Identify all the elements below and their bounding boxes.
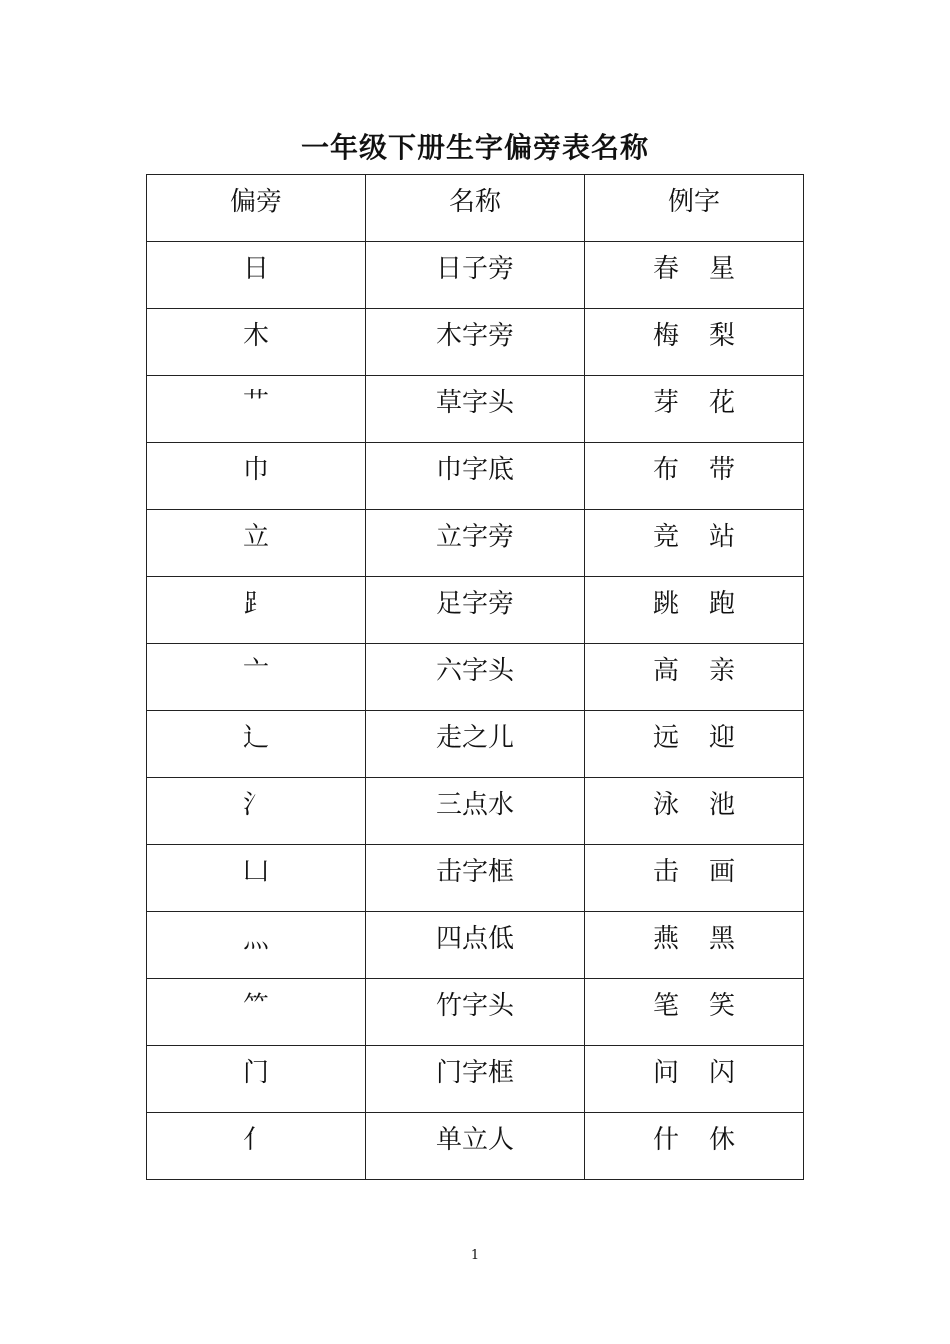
example-characters-cell <box>585 577 804 644</box>
example-characters-cell <box>585 711 804 778</box>
table-row <box>147 1113 804 1180</box>
radical-name-cell: 草字头 <box>366 376 585 443</box>
example-character: 画 <box>708 857 735 887</box>
table-row <box>147 644 804 711</box>
example-characters-cell <box>585 778 804 845</box>
table-row <box>147 443 804 510</box>
header-name: 名称 <box>366 175 585 242</box>
example-character: 跳 <box>652 589 679 619</box>
table-row <box>147 510 804 577</box>
example-characters-cell <box>585 644 804 711</box>
table-row <box>147 979 804 1046</box>
example-character: 站 <box>708 522 735 552</box>
example-character: 春 <box>652 254 679 284</box>
example-characters-cell <box>585 1113 804 1180</box>
radical-name-cell: 六字头 <box>366 644 585 711</box>
example-character: 问 <box>652 1058 679 1088</box>
example-characters-cell <box>585 376 804 443</box>
example-character: 带 <box>708 455 735 485</box>
example-character: 高 <box>652 656 679 686</box>
radical-cell: 日 <box>147 242 366 309</box>
radical-cell: 凵 <box>147 845 366 912</box>
example-characters-cell <box>585 1046 804 1113</box>
example-character: 芽 <box>652 388 679 418</box>
radical-name-cell: 击字框 <box>366 845 585 912</box>
table-row <box>147 577 804 644</box>
radical-name-cell: 日子旁 <box>366 242 585 309</box>
example-character: 布 <box>652 455 679 485</box>
example-character: 泳 <box>652 790 679 820</box>
radical-name-cell: 竹字头 <box>366 979 585 1046</box>
example-character: 星 <box>708 254 735 284</box>
example-character: 黑 <box>708 924 735 954</box>
radical-name-cell: 走之儿 <box>366 711 585 778</box>
example-character: 休 <box>708 1125 735 1155</box>
example-characters-cell <box>585 510 804 577</box>
table-row <box>147 1046 804 1113</box>
example-character: 笔 <box>652 991 679 1021</box>
example-character: 迎 <box>708 723 735 753</box>
example-character: 闪 <box>708 1058 735 1088</box>
radical-cell: 亻 <box>147 1113 366 1180</box>
example-character: 竞 <box>652 522 679 552</box>
example-character: 笑 <box>708 991 735 1021</box>
radical-name-cell: 足字旁 <box>366 577 585 644</box>
radical-name-cell: 门字框 <box>366 1046 585 1113</box>
radical-cell: 艹 <box>147 376 366 443</box>
table-row <box>147 242 804 309</box>
example-characters-cell <box>585 979 804 1046</box>
table-row <box>147 912 804 979</box>
radical-cell: 灬 <box>147 912 366 979</box>
table-header-row <box>147 175 804 242</box>
example-character: 跑 <box>708 589 735 619</box>
example-character: 梅 <box>652 321 679 351</box>
table-row <box>147 845 804 912</box>
example-characters-cell <box>585 309 804 376</box>
example-character: 击 <box>652 857 679 887</box>
radical-cell: 门 <box>147 1046 366 1113</box>
table-row <box>147 376 804 443</box>
radical-name-cell: 木字旁 <box>366 309 585 376</box>
radical-name-cell: 立字旁 <box>366 510 585 577</box>
example-character: 花 <box>708 388 735 418</box>
example-characters-cell <box>585 845 804 912</box>
radical-name-cell: 单立人 <box>366 1113 585 1180</box>
radical-cell: 辶 <box>147 711 366 778</box>
example-character: 燕 <box>652 924 679 954</box>
radical-cell: ⻊ <box>147 577 366 644</box>
radical-cell: 氵 <box>147 778 366 845</box>
radical-name-cell: 三点水 <box>366 778 585 845</box>
example-characters-cell <box>585 443 804 510</box>
example-character: 亲 <box>708 656 735 686</box>
table-row <box>147 778 804 845</box>
example-characters-cell <box>585 242 804 309</box>
radical-name-cell: 四点低 <box>366 912 585 979</box>
header-examples: 例字 <box>585 175 804 242</box>
header-radical: 偏旁 <box>147 175 366 242</box>
radical-cell: 木 <box>147 309 366 376</box>
radical-cell: ⺮ <box>147 979 366 1046</box>
table-body <box>147 242 804 1180</box>
page-title: 一年级下册生字偏旁表名称 <box>300 131 649 164</box>
radical-cell: 立 <box>147 510 366 577</box>
page-number: 1 <box>470 1248 480 1263</box>
example-characters-cell <box>585 912 804 979</box>
radical-cell: 巾 <box>147 443 366 510</box>
example-character: 池 <box>708 790 735 820</box>
radical-cell: 亠 <box>147 644 366 711</box>
table-row <box>147 711 804 778</box>
example-character: 远 <box>652 723 679 753</box>
radical-name-cell: 巾字底 <box>366 443 585 510</box>
example-character: 梨 <box>708 321 735 351</box>
table-row <box>147 309 804 376</box>
example-character: 什 <box>652 1125 679 1155</box>
radical-table <box>146 174 804 1180</box>
